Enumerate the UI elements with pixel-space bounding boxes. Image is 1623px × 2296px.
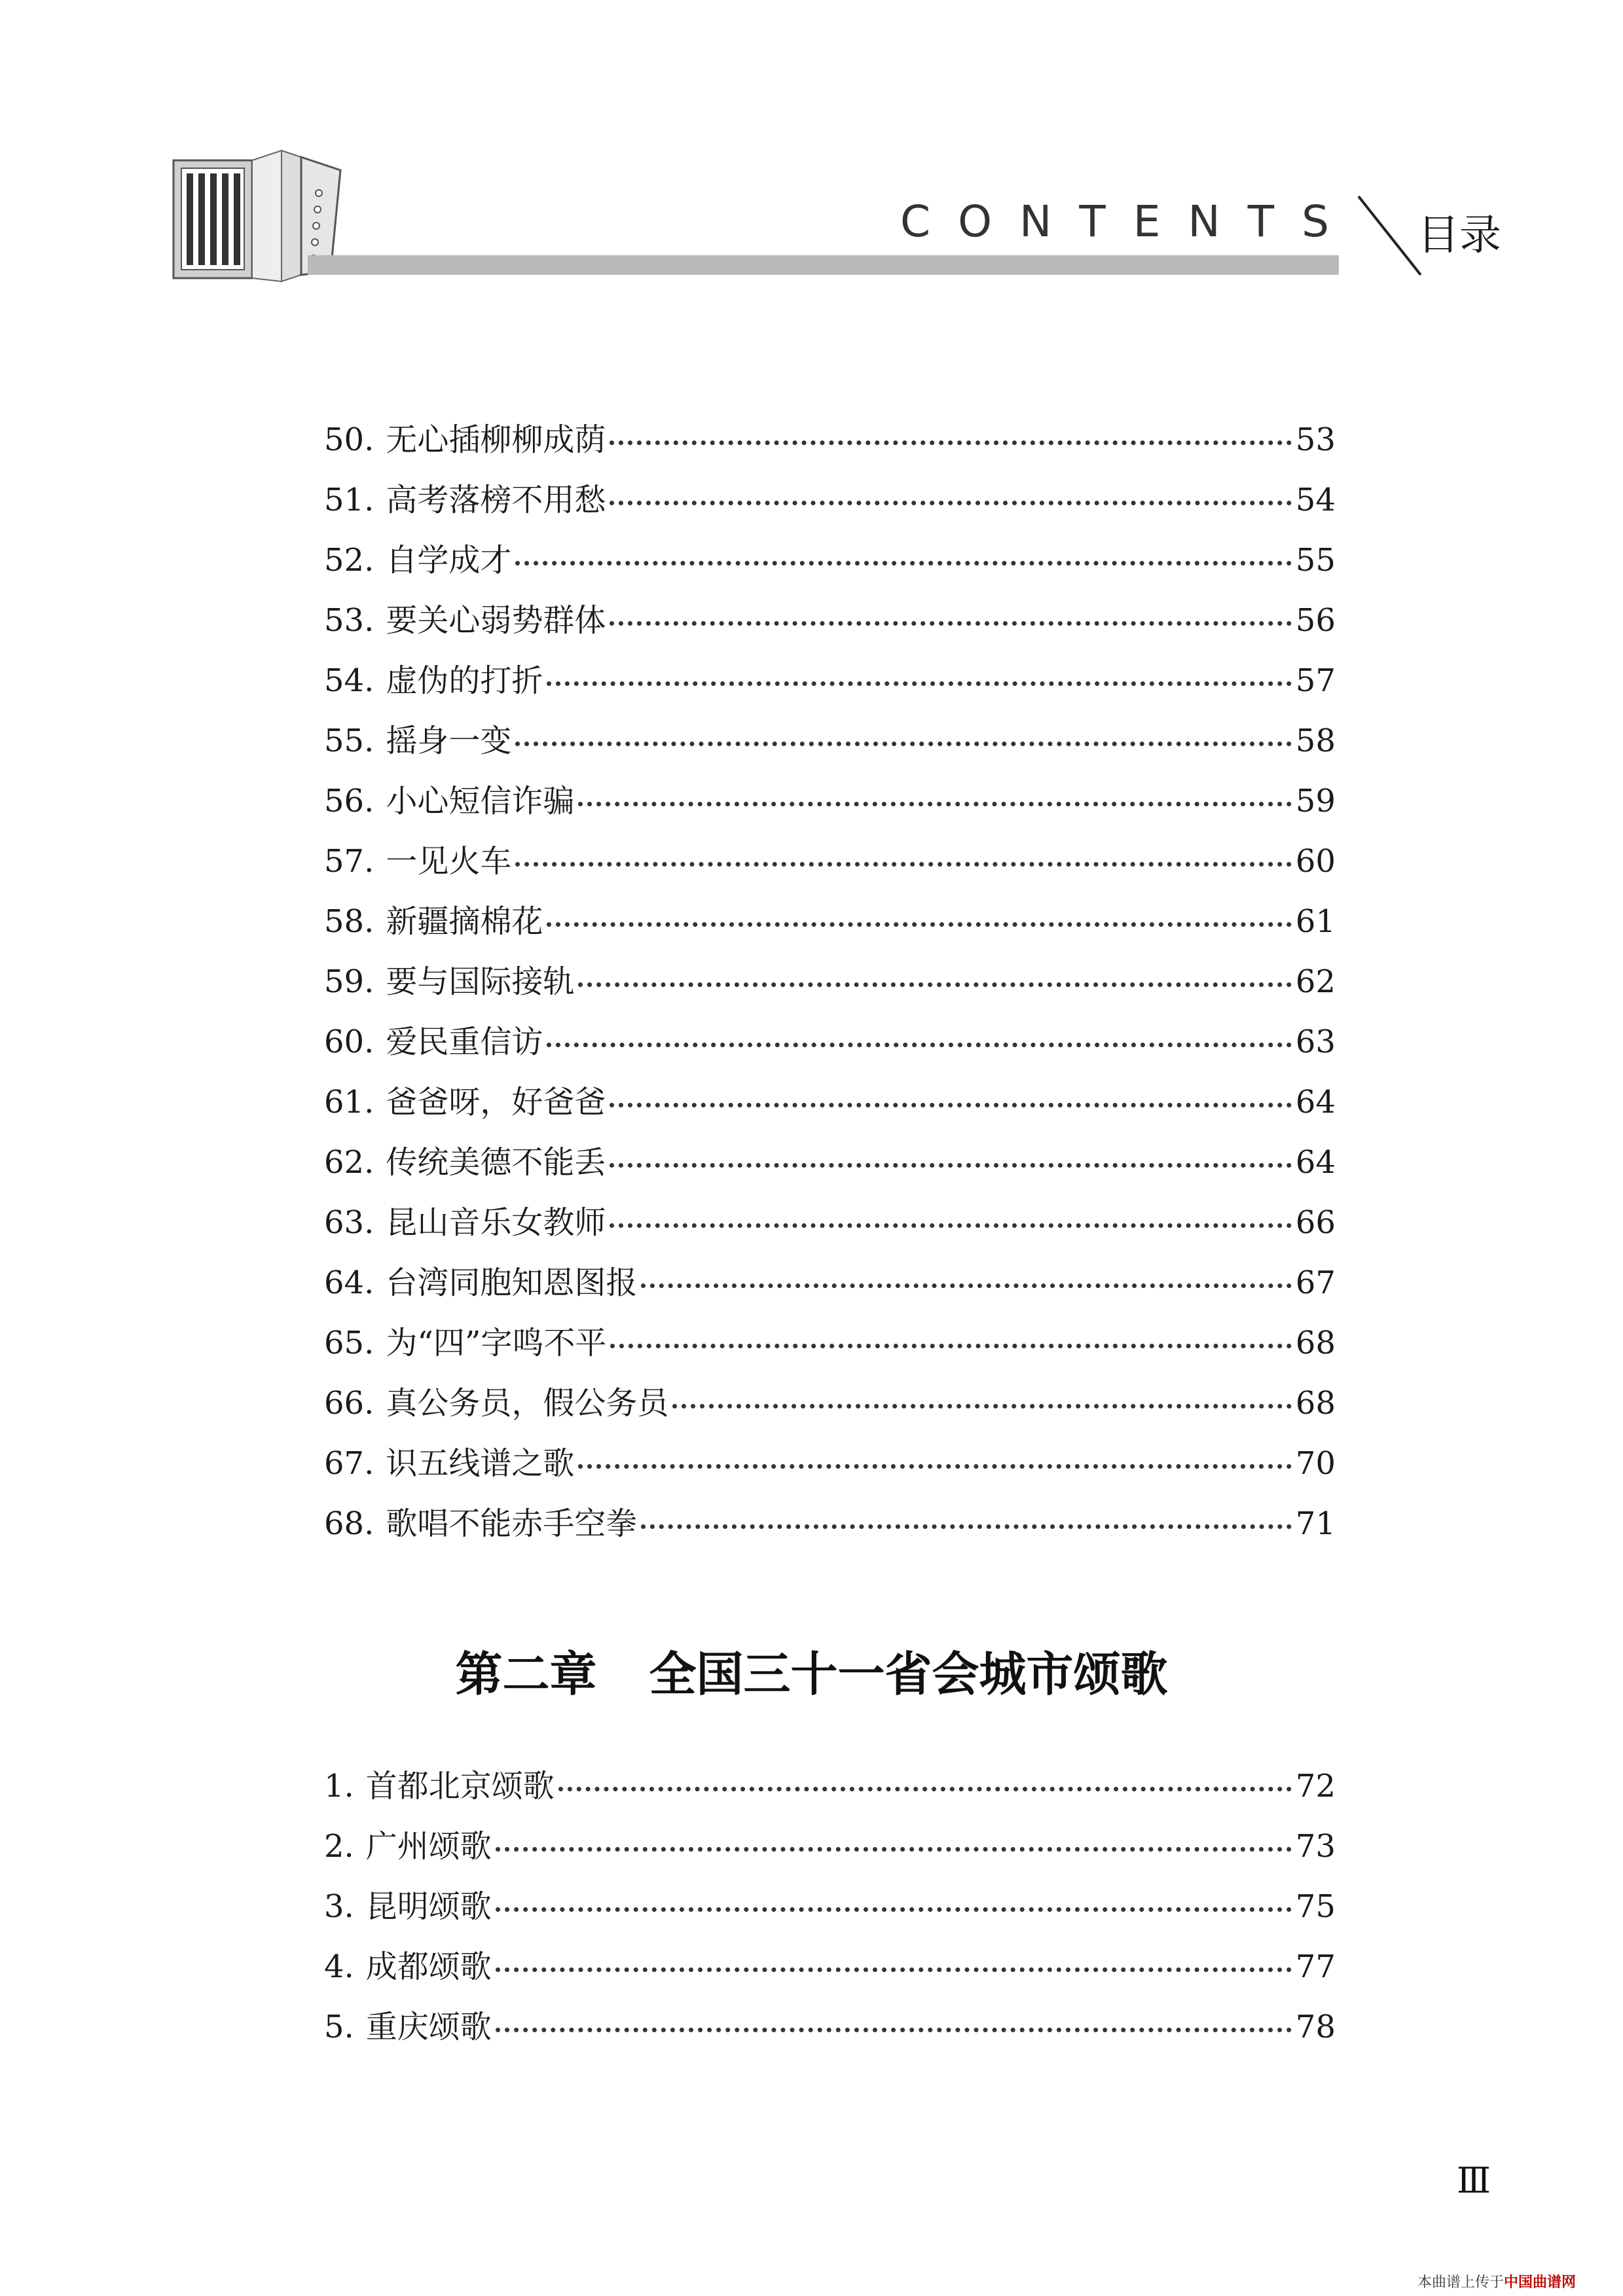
entry-title: 真公务员，假公务员 [386, 1385, 669, 1422]
toc-entry[interactable] [324, 1881, 1336, 1941]
chapter-title: 全国三十一省会城市颂歌 [649, 1646, 1168, 1702]
header-divider [1355, 193, 1427, 278]
entry-number: 5. [324, 2009, 354, 2045]
toc-entry[interactable] [324, 655, 1336, 715]
page-number: Ⅲ [1457, 2160, 1491, 2201]
dot-leader [610, 1163, 1292, 1168]
entry-page: 68 [1295, 1325, 1336, 1361]
entry-title: 昆明颂歌 [365, 1888, 492, 1925]
entry-page: 71 [1295, 1505, 1336, 1542]
contents-label: CONTENTS [900, 196, 1357, 247]
entry-number: 67. [324, 1445, 374, 1482]
dot-leader [610, 1103, 1292, 1107]
footer-prefix: 本曲谱上传于 [1417, 2274, 1504, 2291]
dot-leader [496, 1967, 1292, 1972]
entry-page: 77 [1295, 1948, 1336, 1985]
entry-number: 2. [324, 1828, 354, 1865]
entry-title: 爸爸呀，好爸爸 [386, 1084, 606, 1121]
dot-leader [515, 862, 1292, 867]
entry-page: 61 [1295, 903, 1336, 940]
entry-title: 昆山音乐女教师 [386, 1204, 606, 1241]
toc-entry[interactable] [324, 836, 1336, 896]
entry-page: 59 [1295, 783, 1336, 819]
entry-number: 55. [324, 723, 374, 759]
dot-leader [610, 1344, 1291, 1348]
entry-page: 54 [1295, 482, 1336, 518]
toc-entry[interactable] [324, 2001, 1336, 2062]
entry-number: 64. [324, 1265, 374, 1301]
entry-title: 虚伪的打折 [386, 662, 543, 699]
entry-title: 要关心弱势群体 [386, 602, 606, 639]
entry-number: 3. [324, 1888, 354, 1925]
entry-number: 50. [324, 422, 374, 458]
entry-title: 广州颂歌 [365, 1828, 492, 1865]
entry-page: 55 [1295, 542, 1336, 579]
dot-leader [610, 1223, 1292, 1228]
entry-title: 一见火车 [386, 843, 512, 880]
entry-number: 56. [324, 783, 374, 819]
entry-title: 摇身一变 [386, 723, 512, 759]
toc-entry[interactable] [324, 776, 1336, 836]
entry-page: 72 [1295, 1768, 1336, 1804]
dot-leader [547, 681, 1292, 686]
entry-page: 78 [1295, 2009, 1336, 2045]
entry-number: 59. [324, 963, 374, 1000]
entry-page: 60 [1295, 843, 1336, 880]
dot-leader [547, 1043, 1292, 1047]
dot-leader [578, 802, 1292, 806]
toc-entry[interactable] [324, 1197, 1336, 1257]
entry-title: 高考落榜不用愁 [386, 482, 606, 518]
footer-brand: 中国曲谱网 [1504, 2274, 1577, 2291]
entry-page: 64 [1295, 1144, 1336, 1181]
footer-watermark [1417, 2271, 1576, 2291]
entry-page: 58 [1295, 723, 1336, 759]
entry-page: 70 [1295, 1445, 1336, 1482]
entry-title: 为“四”字鸣不平 [386, 1325, 607, 1361]
entry-number: 54. [324, 662, 374, 699]
toc-entry[interactable] [324, 535, 1336, 595]
toc-entry[interactable] [324, 1761, 1336, 1821]
header-bar [308, 255, 1339, 275]
dot-leader [641, 1524, 1292, 1529]
dot-leader [496, 1847, 1292, 1852]
toc-entry[interactable] [324, 1318, 1336, 1378]
entry-page: 56 [1295, 602, 1336, 639]
entry-title: 自学成才 [386, 542, 512, 579]
dot-leader [496, 2028, 1292, 2032]
entry-page: 67 [1295, 1265, 1336, 1301]
entry-title: 小心短信诈骗 [386, 783, 575, 819]
entry-number: 51. [324, 482, 374, 518]
entry-page: 64 [1295, 1084, 1336, 1121]
page-title: 目录 [1417, 211, 1501, 260]
entry-title: 成都颂歌 [365, 1948, 492, 1985]
dot-leader [578, 982, 1292, 987]
dot-leader [496, 1907, 1292, 1912]
entry-page: 63 [1295, 1024, 1336, 1060]
entry-page: 53 [1295, 422, 1336, 458]
toc-list [324, 414, 1336, 1558]
entry-title: 重庆颂歌 [365, 2009, 492, 2045]
entry-number: 52. [324, 542, 374, 579]
dot-leader [515, 561, 1292, 565]
toc-entry[interactable] [324, 1016, 1336, 1077]
entry-title: 歌唱不能赤手空拳 [386, 1505, 638, 1542]
dot-leader [558, 1787, 1292, 1791]
entry-number: 60. [324, 1024, 374, 1060]
entry-title: 无心插柳柳成荫 [386, 422, 606, 458]
entry-number: 57. [324, 843, 374, 880]
toc-entry[interactable] [324, 715, 1336, 776]
entry-number: 58. [324, 903, 374, 940]
toc-entry[interactable] [324, 1137, 1336, 1197]
toc-entry[interactable] [324, 1438, 1336, 1498]
entry-number: 68. [324, 1505, 374, 1542]
entry-title: 台湾同胞知恩图报 [386, 1265, 638, 1301]
entry-title: 传统美德不能丢 [386, 1144, 606, 1181]
toc-entry[interactable] [324, 1821, 1336, 1881]
dot-leader [610, 621, 1292, 626]
entry-title: 爱民重信访 [386, 1024, 543, 1060]
dot-leader [641, 1283, 1292, 1288]
toc-entry[interactable] [324, 1498, 1336, 1558]
toc-entry[interactable] [324, 595, 1336, 655]
toc-entry[interactable] [324, 414, 1336, 475]
entry-title: 首都北京颂歌 [365, 1768, 555, 1804]
entry-page: 73 [1295, 1828, 1336, 1865]
entry-title: 识五线谱之歌 [386, 1445, 575, 1482]
toc-entry[interactable] [324, 475, 1336, 535]
dot-leader [515, 742, 1292, 746]
entry-page: 66 [1295, 1204, 1336, 1241]
entry-number: 62. [324, 1144, 374, 1181]
entry-title: 要与国际接轨 [386, 963, 575, 1000]
entry-page: 75 [1295, 1888, 1336, 1925]
entry-number: 61. [324, 1084, 374, 1121]
toc-entry[interactable] [324, 1077, 1336, 1137]
chapter-label: 第二章 [455, 1646, 597, 1702]
dot-leader [672, 1404, 1292, 1408]
dot-leader [610, 440, 1292, 445]
toc-list-chapter-2 [324, 1761, 1336, 2062]
entry-number: 53. [324, 602, 374, 639]
entry-title: 新疆摘棉花 [386, 903, 543, 940]
entry-number: 1. [324, 1768, 354, 1804]
entry-number: 65. [324, 1325, 374, 1361]
entry-number: 66. [324, 1385, 374, 1422]
entry-number: 63. [324, 1204, 374, 1241]
dot-leader [578, 1464, 1292, 1469]
entry-number: 4. [324, 1948, 354, 1985]
chapter-heading [0, 1636, 1623, 1704]
toc-entry[interactable] [324, 956, 1336, 1016]
toc-entry[interactable] [324, 1378, 1336, 1438]
toc-entry[interactable] [324, 1257, 1336, 1318]
entry-page: 68 [1295, 1385, 1336, 1422]
dot-leader [547, 922, 1292, 927]
dot-leader [610, 501, 1292, 505]
entry-page: 57 [1295, 662, 1336, 699]
toc-entry[interactable] [324, 896, 1336, 956]
entry-page: 62 [1295, 963, 1336, 1000]
toc-entry[interactable] [324, 1941, 1336, 2001]
